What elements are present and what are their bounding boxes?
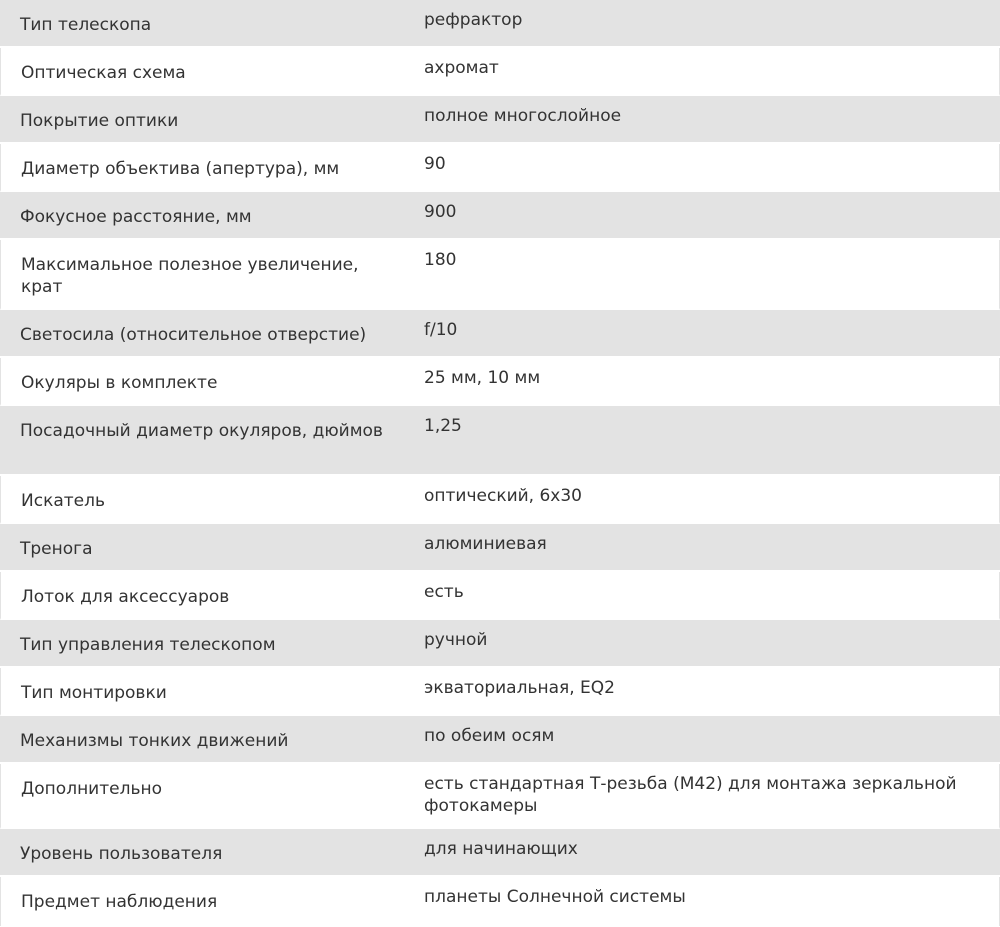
spec-value: планеты Солнечной системы bbox=[404, 877, 1000, 926]
spec-label: Тип управления телескопом bbox=[0, 620, 404, 668]
spec-row-control-type bbox=[0, 620, 1000, 668]
spec-row-telescope-type bbox=[0, 0, 1000, 48]
spec-row-additional bbox=[0, 764, 1000, 829]
spec-label: Искатель bbox=[0, 476, 404, 524]
spec-row-max-magnification bbox=[0, 240, 1000, 310]
spec-label: Тренога bbox=[0, 524, 404, 572]
spec-value: алюминиевая bbox=[404, 524, 1000, 572]
spec-label: Покрытие оптики bbox=[0, 96, 404, 144]
spec-label: Окуляры в комплекте bbox=[0, 358, 404, 406]
spec-row-observation-target bbox=[0, 877, 1000, 926]
spec-value: есть bbox=[404, 572, 1000, 620]
spec-value: ручной bbox=[404, 620, 1000, 668]
spec-row-slow-motion bbox=[0, 716, 1000, 764]
spec-row-aperture bbox=[0, 144, 1000, 192]
spec-label: Лоток для аксессуаров bbox=[0, 572, 404, 620]
spec-value: ахромат bbox=[404, 48, 1000, 96]
spec-label: Тип монтировки bbox=[0, 668, 404, 716]
spec-value: 900 bbox=[404, 192, 1000, 240]
spec-value: есть стандартная Т-резьба (М42) для монтажа зеркальной фотокамеры bbox=[404, 764, 1000, 829]
spec-value: 25 мм, 10 мм bbox=[404, 358, 1000, 406]
spec-value: 180 bbox=[404, 240, 1000, 310]
spec-value: для начинающих bbox=[404, 829, 1000, 877]
spec-row-eyepieces bbox=[0, 358, 1000, 406]
spec-label: Уровень пользователя bbox=[0, 829, 404, 877]
spec-value: по обеим осям bbox=[404, 716, 1000, 764]
spec-row-finder bbox=[0, 476, 1000, 524]
spec-label: Диаметр объектива (апертура), мм bbox=[0, 144, 404, 192]
spec-label: Максимальное полезное увеличение, крат bbox=[0, 240, 404, 310]
spec-row-mount-type bbox=[0, 668, 1000, 716]
spec-row-user-level bbox=[0, 829, 1000, 877]
spec-label: Оптическая схема bbox=[0, 48, 404, 96]
spec-label: Дополнительно bbox=[0, 764, 404, 829]
spec-row-accessory-tray bbox=[0, 572, 1000, 620]
spec-value: рефрактор bbox=[404, 0, 1000, 48]
spec-row-optics-coating bbox=[0, 96, 1000, 144]
spec-row-focal-ratio bbox=[0, 310, 1000, 358]
spec-row-tripod bbox=[0, 524, 1000, 572]
spec-row-optical-scheme bbox=[0, 48, 1000, 96]
spec-label: Тип телескопа bbox=[0, 0, 404, 48]
spec-value: 90 bbox=[404, 144, 1000, 192]
spec-value: f/10 bbox=[404, 310, 1000, 358]
spec-value: полное многослойное bbox=[404, 96, 1000, 144]
spec-label: Предмет наблюдения bbox=[0, 877, 404, 926]
spec-label: Механизмы тонких движений bbox=[0, 716, 404, 764]
spec-label: Фокусное расстояние, мм bbox=[0, 192, 404, 240]
spec-value: экваториальная, EQ2 bbox=[404, 668, 1000, 716]
spec-value: 1,25 bbox=[404, 406, 1000, 476]
spec-row-eyepiece-barrel bbox=[0, 406, 1000, 476]
spec-label: Светосила (относительное отверстие) bbox=[0, 310, 404, 358]
spec-value: оптический, 6x30 bbox=[404, 476, 1000, 524]
spec-row-focal-length bbox=[0, 192, 1000, 240]
spec-label: Посадочный диаметр окуляров, дюймов bbox=[0, 406, 404, 476]
